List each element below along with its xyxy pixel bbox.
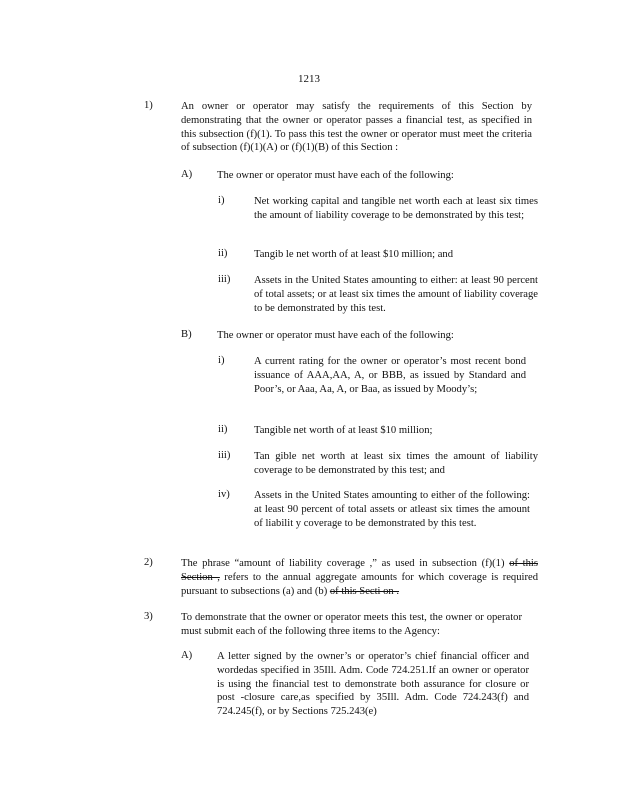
item-1-B-i-text: A current rating for the owner or operator’s most recent bond issuance of AAA,AA, A, or BBB, as issued by Standard and Poor’s, or Aaa, Aa, A, or Baa, as issued by Moody’s; (254, 356, 526, 395)
item-1-B-iv-text: Assets in the United States amounting to either of the following: at least 90 percent of total assets or atleast six times the amount of liabilit y coverage to be demonstrated by this test. (254, 490, 530, 529)
item-1-A-i-text: Net working capital and tangible net worth each at least six times the amount of liability coverage to be demonstrated by this test; (254, 196, 538, 221)
item-2-text-a: The phrase “amount of liability coverage ,” as used in subsection (f)(1) (181, 558, 510, 569)
item-3-A-text: A letter signed by the owner’s or operator’s chief financial officer and wordedas specified in 35Ill. Adm. Code 724.251.If an owner or operator is using the financial test to demonstrate both assurance for closure or post -closure care,as specified by 35Ill. Adm. Code 724.243(f) and 724.245(f), or by Sections 725.243(e) (217, 651, 529, 718)
item-1-B-text: The owner or operator must have each of the following: (217, 330, 454, 341)
item-3-A-number: A) (181, 650, 193, 661)
item-1-A-number: A) (181, 169, 193, 180)
item-1-B-ii-text: Tangible net worth of at least $10 million; (254, 425, 433, 436)
item-3-number: 3) (144, 611, 153, 622)
item-1-B-iii-number: iii) (218, 450, 231, 461)
item-3-text: To demonstrate that the owner or operator meets this test, the owner or operator must submit each of the following three items to the Agency: (181, 612, 522, 637)
item-1-B-iv-number: iv) (218, 489, 230, 500)
item-1-text: An owner or operator may satisfy the requirements of this Section by demonstrating that the owner or operator passes a financial test, as specified in this subsection (f)(1). To pass this test the owner or operator must meet the criteria of subsection (f)(1)(A) or (f)(1)(B) of this Section : (181, 101, 532, 154)
item-1-B-iii-text: Tan gible net worth at least six times the amount of liability coverage to be demonstrated by this test; and (254, 451, 538, 476)
item-1-A-ii-number: ii) (218, 248, 228, 259)
item-2-struck-text-b: of this Secti on . (329, 585, 400, 597)
item-2-struck-text-a: of this Section , (181, 558, 538, 583)
item-1-B-ii-number: ii) (218, 424, 228, 435)
item-1-A-iii-text: Assets in the United States amounting to either: at least 90 percent of total assets; or at least six times the amount of liability coverage to be demonstrated by this test. (254, 275, 538, 314)
page-number: 1213 (298, 73, 320, 85)
item-1-A-text: The owner or operator must have each of the following: (217, 170, 454, 181)
item-1-A-iii-number: iii) (218, 274, 231, 285)
item-2-text-b: refers to the annual aggregate amounts for which coverage is required pursuant to subsections (a) and (b) (181, 571, 538, 597)
item-2-number: 2) (144, 557, 153, 568)
item-1-B-number: B) (181, 329, 192, 340)
item-2-text (181, 557, 538, 598)
item-1-A-i-number: i) (218, 195, 225, 206)
item-1-number: 1) (144, 100, 153, 111)
item-1-B-i-number: i) (218, 355, 225, 366)
item-1-A-ii-text: Tangib le net worth of at least $10 million; and (254, 249, 454, 260)
